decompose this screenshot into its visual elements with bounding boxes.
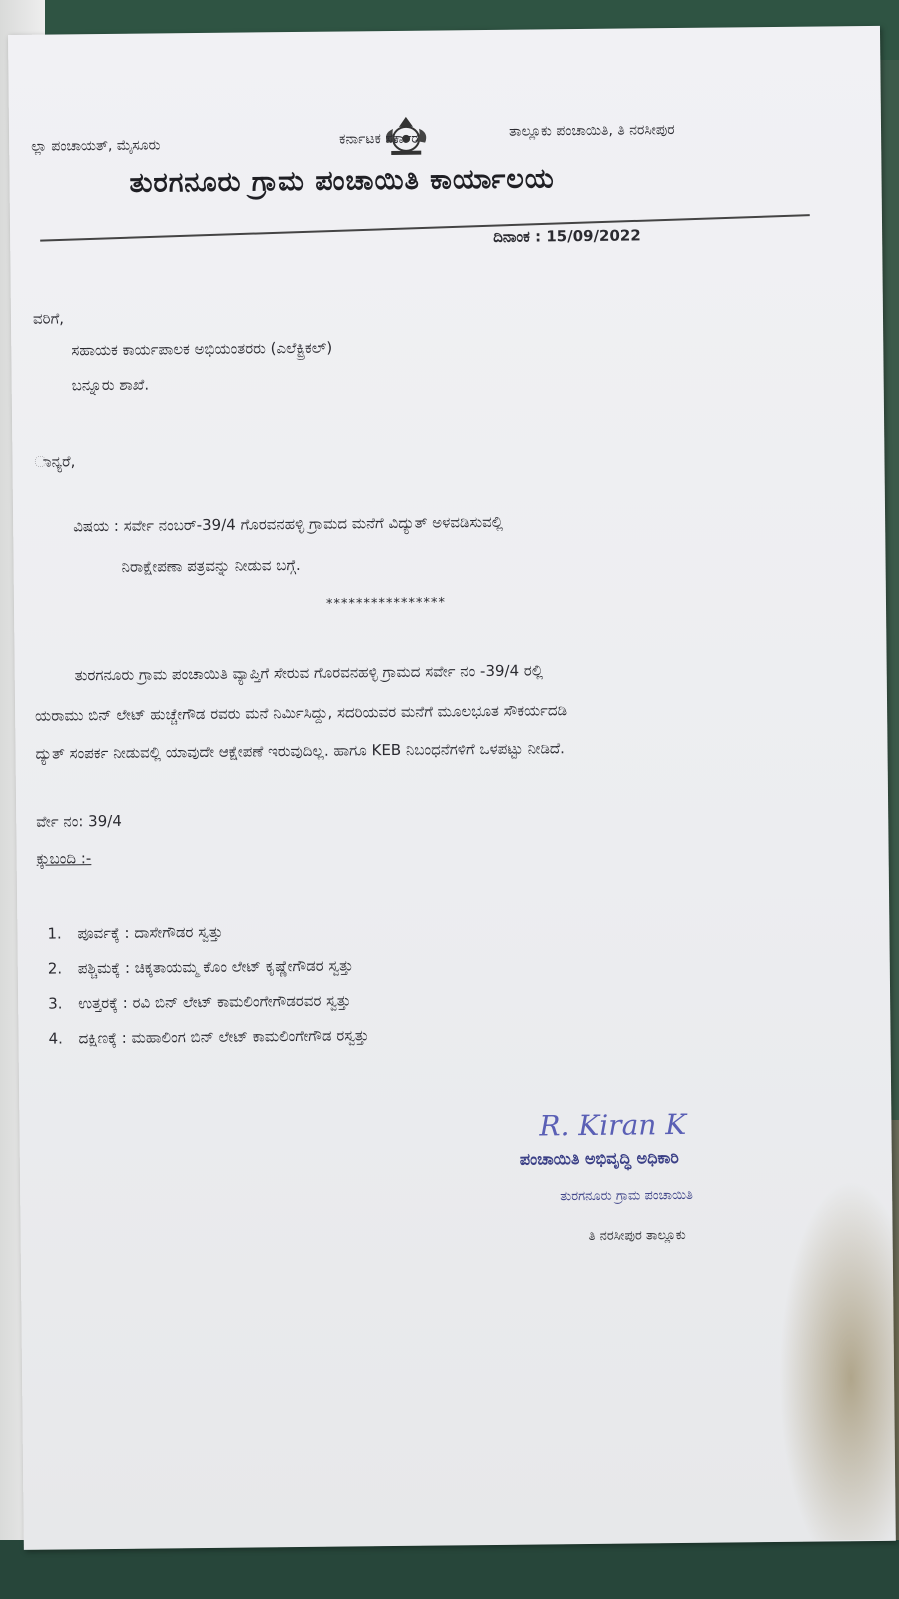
subject-line2: ನಿರಾಕ್ಷೇಪಣಾ ಪತ್ರವನ್ನು ನೀಡುವ ಬಗ್ಗೆ. [121, 555, 301, 576]
stamp-place: ತಿ ನರಸೀಪುರ ತಾಲ್ಲೂಕು [588, 1227, 686, 1244]
boundary-item [47, 923, 223, 943]
survey-number: ರ್ವೇ ನಂ: 39/4 [36, 811, 122, 831]
boundary-number: 3. [48, 994, 63, 1013]
body-line1: ತುರಗನೂರು ಗ್ರಾಮ ಪಂಚಾಯಿತಿ ವ್ಯಾಪ್ತಿಗೆ ಸೇರುವ ಗೊರವನಹಳ್ಳಿ ಗ್ರಾಮದ ಸರ್ವೇ ನಂ -39/4 ರಲ್ಲಿ [74, 661, 544, 685]
header-rule [40, 214, 810, 242]
letter-page [8, 26, 896, 1550]
stamp-office: ತುರಗನೂರು ಗ್ರಾಮ ಪಂಚಾಯಿತಿ [560, 1187, 693, 1205]
boundary-text: ದಕ್ಷಿಣಕ್ಕೆ : ಮಹಾಲಿಂಗ ಬಿನ್ ಲೇಟ್ ಕಾಮಲಿಂಗೇಗೌಡ ರಸ್ವತ್ತು [78, 1026, 369, 1048]
header-right: ತಾಲ್ಲೂಕು ಪಂಚಾಯಿತಿ, ತಿ ನರಸೀಪುರ [508, 122, 675, 140]
stamp-designation: ಪಂಚಾಯಿತಿ ಅಭಿವೃದ್ಧಿ ಅಧಿಕಾರಿ [519, 1148, 679, 1169]
boundaries-heading: ಕ್ಕುಬಂದಿ :- [36, 849, 92, 868]
date-line: ದಿನಾಂಕ : 15/09/2022 [493, 226, 641, 246]
boundary-text: ಪೂರ್ವಕ್ಕೆ : ದಾಸೇಗೌಡರ ಸ್ವತ್ತು [77, 922, 223, 943]
finger-shadow [779, 1180, 899, 1540]
subject-separator: **************** [325, 595, 447, 612]
body-line2: ಯರಾಮು ಬಿನ್ ಲೇಟ್ ಹುಚ್ಚೇಗೌಡ ರವರು ಮನೆ ನಿರ್ಮಿಸಿದ್ದು, ಸದರಿಯವರ ಮನೆಗೆ ಮೂಲಭೂತ ಸೌಕರ್ಯದಡಿ [35, 701, 568, 725]
boundary-number: 2. [47, 959, 63, 978]
boundary-text: ಉತ್ತರಕ್ಕೆ : ರವಿ ಬಿನ್ ಲೇಟ್ ಕಾಮಲಿಂಗೇಗೌಡರವರ ಸ್ವತ್ತು [78, 991, 351, 1013]
header-left: ಲ್ಲಾ ಪಂಚಾಯತ್, ಮೈಸೂರು [31, 137, 161, 155]
salutation: ಾನ್ಯರೆ, [34, 452, 76, 471]
address-line2: ಬನ್ನೂರು ಶಾಖೆ. [71, 375, 150, 395]
subject-line1: ವಿಷಯ : ಸರ್ವೇ ನಂಬರ್-39/4 ಗೊರವನಹಳ್ಳಿ ಗ್ರಾಮದ ಮನೆಗೆ ವಿದ್ಯುತ್ ಅಳವಡಿಸುವಲ್ಲಿ [73, 512, 504, 536]
address-to: ವರಿಗೆ, [32, 309, 65, 328]
body-line3: ದ್ಯುತ್ ಸಂಪರ್ಕ ನೀಡುವಲ್ಲಿ ಯಾವುದೇ ಆಕ್ಷೇಪಣೆ ಇರುವುದಿಲ್ಲ. ಹಾಗೂ KEB ನಿಬಂಧನೆಗಳಿಗೆ ಒಳಪಟ್ಟು ನೀಡಿದೆ. [35, 739, 565, 763]
header-center: ಕರ್ನಾಟಕ ಸರ್ಕಾರ [339, 130, 419, 148]
office-title: ತುರಗನೂರು ಗ್ರಾಮ ಪಂಚಾಯಿತಿ ಕಾರ್ಯಾಲಯ [129, 163, 555, 199]
boundary-number: 4. [48, 1029, 63, 1048]
boundary-item [48, 991, 351, 1012]
boundary-text: ಪಶ್ಚಿಮಕ್ಕೆ : ಚಿಕ್ಕತಾಯಮ್ಮ ಕೊಂ ಲೇಟ್ ಕೃಷ್ಣೇಗೌಡರ ಸ್ವತ್ತು [77, 956, 354, 978]
boundary-item [48, 956, 353, 977]
boundary-item [48, 1026, 369, 1047]
background-bottom [0, 1540, 899, 1599]
boundary-number: 1. [47, 924, 62, 943]
address-line1: ಸಹಾಯಕ ಕಾರ್ಯಪಾಲಕ ಅಭಿಯಂತರರು (ಎಲೆಕ್ಟ್ರಿಕಲ್) [71, 338, 333, 360]
signature-scrawl: R. Kiran K [539, 1107, 687, 1143]
